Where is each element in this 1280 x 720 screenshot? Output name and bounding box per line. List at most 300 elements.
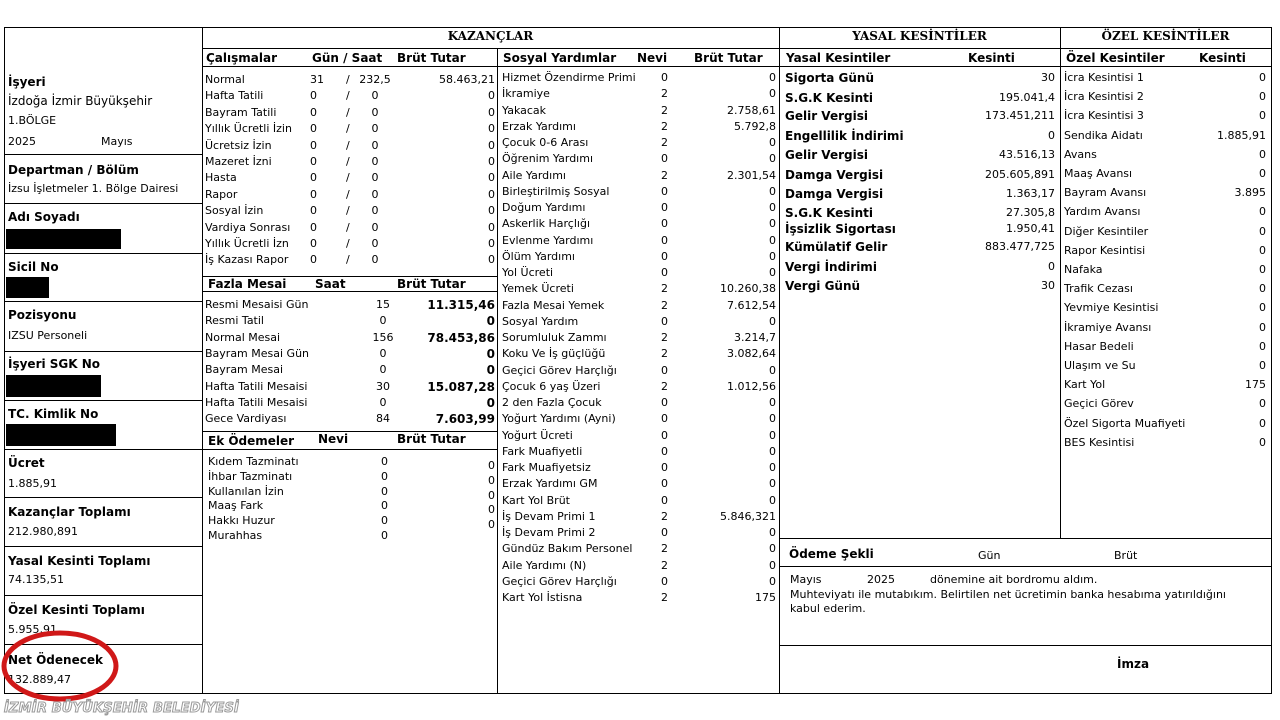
ucret-label: Ücret	[8, 456, 45, 470]
sosyal-row-name: İkramiye	[502, 87, 550, 101]
ozel-row-value: 0	[1259, 359, 1266, 372]
adsoyad-label: Adı Soyadı	[8, 210, 80, 224]
ucret-value: 1.885,91	[8, 477, 57, 490]
ozel-row-name: Geçici Görev	[1064, 397, 1134, 411]
sosyal-row-name: Aile Yardımı	[502, 168, 566, 182]
calismalar-row-gun: 0	[310, 220, 317, 234]
calismalar-row-slash: /	[346, 204, 350, 218]
sosyal-row-tutar: 5.846,321	[720, 509, 776, 523]
ozel-row-name: İcra Kesintisi 1	[1064, 71, 1144, 84]
calismalar-row-tutar: 0	[488, 155, 495, 168]
yasal-row-name: Vergi İndirimi	[785, 260, 877, 274]
odeme-line3: kabul ederim.	[790, 602, 866, 615]
pozisyon-value: IZSU Personeli	[8, 329, 88, 342]
ozel-row-name: Hasar Bedeli	[1064, 339, 1134, 353]
ek-row-name: Hakkı Huzur	[208, 514, 275, 528]
sosyal-row-tutar: 0	[769, 412, 776, 426]
sosyal-row-nevi: 0	[661, 71, 668, 84]
ozel-row-value: 0	[1259, 339, 1266, 353]
sosyal-row-name: Geçici Görev Harçlığı	[502, 363, 617, 377]
month-value: Mayıs	[101, 135, 133, 148]
header-row-divider	[202, 48, 1271, 49]
brut-tutar-header: Brüt Tutar	[397, 51, 466, 65]
sosyal-row-nevi: 2	[661, 347, 668, 361]
calismalar-row-gun: 0	[310, 138, 317, 152]
ozel-row-name: Yevmiye Kesintisi	[1064, 301, 1159, 315]
sosyal-row-name: Erzak Yardımı GM	[502, 477, 598, 491]
ek-row-nevi: 0	[381, 469, 388, 483]
ek-row-tutar: 0	[488, 473, 495, 487]
odeme-brut: Brüt	[1114, 549, 1138, 562]
fazla-row-saat: 156	[372, 330, 394, 344]
ozel-row-value: 0	[1259, 320, 1266, 334]
calismalar-row-saat: 0	[371, 253, 379, 267]
ozel-row-name: Bayram Avansı	[1064, 186, 1147, 200]
ozel-row-value: 0	[1259, 224, 1266, 238]
ek-row-tutar: 0	[488, 488, 495, 502]
ozel-row-name: Rapor Kesintisi	[1064, 243, 1146, 257]
fazla-row-saat: 30	[376, 379, 390, 393]
ozel-row-value: 0	[1259, 416, 1266, 430]
fazla-row-name: Normal Mesai	[205, 330, 281, 344]
kazanclar-header: KAZANÇLAR	[447, 29, 534, 43]
ek-row-name: Kullanılan İzin	[208, 484, 284, 498]
sosyal-row-name: Çocuk 0-6 Arası	[502, 136, 589, 149]
sgk-label: İşyeri SGK No	[8, 357, 101, 371]
sosyal-row-tutar: 0	[769, 477, 776, 491]
sosyal-row-nevi: 2	[661, 379, 668, 393]
calismalar-row-saat: 0	[371, 155, 379, 168]
sosyal-row-name: Birleştirilmiş Sosyal	[502, 184, 610, 198]
sosyal-row-nevi: 2	[661, 331, 668, 344]
calismalar-row-slash: /	[346, 171, 350, 185]
left-sep	[4, 546, 202, 547]
calismalar-row-name: İş Kazası Rapor	[205, 253, 289, 267]
sosyal-row-tutar: 2.758,61	[727, 103, 776, 117]
sosyal-row-name: Gündüz Bakım Personel	[502, 542, 633, 556]
fazla-row-name: Gece Vardiyası	[205, 412, 287, 426]
pozisyon-label: Pozisyonu	[8, 308, 77, 322]
fazla-row-name: Bayram Mesai Gün	[205, 346, 310, 360]
sosyal-row-tutar: 10.260,38	[720, 282, 776, 296]
sosyal-row-nevi: 0	[661, 493, 668, 507]
left-sep	[4, 497, 202, 498]
fazla-row-name: Hafta Tatili Mesaisi	[205, 379, 308, 393]
ek-odemeler-header: Ek Ödemeler	[208, 434, 295, 448]
ek-row-nevi: 0	[381, 514, 388, 528]
ozel-row-name: İcra Kesintisi 3	[1064, 109, 1144, 123]
fazla-row-saat: 15	[376, 298, 390, 311]
isyeri-label: İşyeri	[8, 75, 46, 89]
sosyal-row-name: Yoğurt Yardımı (Ayni)	[502, 412, 616, 426]
sosyal-row-tutar: 0	[769, 71, 776, 84]
fazla-row-tutar: 0	[486, 363, 495, 378]
calismalar-row-saat: 0	[371, 220, 379, 234]
sosyal-row-tutar: 0	[769, 461, 776, 474]
sosyal-row-nevi: 2	[661, 509, 668, 523]
calismalar-row-saat: 0	[371, 204, 379, 218]
calismalar-row-name: Vardiya Sonrası	[205, 220, 291, 234]
sosyal-row-tutar: 3.214,7	[734, 331, 776, 344]
sosyal-row-tutar: 1.012,56	[727, 379, 776, 393]
calismalar-row-tutar: 0	[488, 138, 495, 152]
yasal-row-name: Sigorta Günü	[785, 71, 874, 85]
ozel-row-value: 175	[1245, 378, 1266, 392]
sosyal-row-tutar: 0	[769, 201, 776, 214]
fazla-row-name: Resmi Mesaisi Gün	[205, 298, 309, 311]
ek-row-name: Kıdem Tazminatı	[208, 455, 299, 468]
ozel-row-value: 0	[1259, 243, 1266, 257]
ek-nevi-header: Nevi	[318, 432, 349, 446]
ozel-row-value: 0	[1259, 263, 1266, 276]
fazla-row-tutar: 11.315,46	[427, 298, 495, 312]
odeme-gun: Gün	[978, 549, 1001, 562]
sosyal-row-tutar: 0	[769, 526, 776, 539]
calismalar-row-tutar: 0	[488, 237, 495, 250]
calismalar-row-slash: /	[346, 89, 350, 103]
yasal-row-value: 205.605,891	[985, 168, 1055, 181]
ek-row-name: Maaş Fark	[208, 499, 264, 513]
yasal-row-value: 27.305,8	[1006, 206, 1055, 219]
sosyal-row-name: Fark Muafiyetsiz	[502, 461, 591, 474]
sosyal-row-tutar: 3.082,64	[727, 347, 776, 361]
calismalar-row-saat: 0	[371, 122, 379, 136]
calismalar-row-gun: 0	[310, 187, 317, 201]
year-value: 2025	[8, 135, 36, 148]
calismalar-row-slash: /	[346, 220, 350, 234]
sosyal-nevi-header: Nevi	[637, 51, 668, 65]
left-sep	[4, 154, 202, 155]
sosyal-row-nevi: 0	[661, 184, 668, 198]
fazla-row-tutar: 0	[486, 346, 495, 361]
yasal-row-name: Kümülatif Gelir	[785, 240, 888, 254]
sosyal-row-nevi: 2	[661, 87, 668, 101]
calismalar-row-gun: 0	[310, 253, 317, 267]
calismalar-row-tutar: 0	[488, 187, 495, 201]
sicil-label: Sicil No	[8, 260, 59, 274]
sosyal-row-nevi: 0	[661, 233, 668, 247]
calismalar-row-gun: 0	[310, 204, 317, 218]
calismalar-row-name: Hasta	[205, 171, 237, 185]
sosyal-row-name: Kart Yol Brüt	[502, 493, 570, 507]
sosyal-row-tutar: 0	[769, 249, 776, 263]
left-sep	[4, 203, 202, 204]
sosyal-row-nevi: 0	[661, 444, 668, 458]
ozel-row-name: Nafaka	[1064, 263, 1103, 276]
left-sep	[4, 351, 202, 352]
imza-top-divider	[779, 645, 1271, 646]
ozel-row-name: Trafik Cezası	[1064, 282, 1133, 296]
sosyal-row-name: İş Devam Primi 2	[502, 526, 596, 539]
sosyal-row-tutar: 0	[769, 217, 776, 231]
sosyal-row-nevi: 2	[661, 542, 668, 556]
kazanc-toplam-label: Kazançlar Toplamı	[8, 505, 131, 519]
divider-kazanc-yasal	[779, 27, 780, 693]
fazla-brut-header: Brüt Tutar	[397, 277, 466, 291]
imza-label: İmza	[1117, 657, 1150, 671]
calismalar-row-gun: 0	[310, 155, 317, 168]
calismalar-row-saat: 0	[371, 171, 379, 185]
ozel-row-value: 0	[1259, 167, 1266, 180]
redacted-sicil	[6, 277, 49, 298]
table-bottom-border	[4, 693, 1272, 694]
ozel-kesintiler-header: ÖZEL KESİNTİLER	[1101, 29, 1230, 43]
ek-row-tutar: 0	[488, 459, 495, 472]
ozel-row-name: Özel Sigorta Muafiyeti	[1064, 416, 1186, 430]
sosyal-row-name: Hizmet Özendirme Primi	[502, 71, 636, 84]
sosyal-row-tutar: 175	[755, 591, 776, 604]
ek-row-tutar: 0	[488, 503, 495, 517]
fazla-row-name: Resmi Tatil	[205, 314, 264, 328]
calismalar-row-slash: /	[346, 187, 350, 201]
fazla-row-tutar: 15.087,28	[427, 379, 495, 394]
calismalar-row-slash: /	[346, 105, 350, 119]
sosyal-row-name: Yakacak	[502, 103, 547, 117]
ozel-row-name: İcra Kesintisi 2	[1064, 90, 1144, 104]
sosyal-row-name: Çocuk 6 yaş Üzeri	[502, 379, 601, 393]
fazla-row-name: Bayram Mesai	[205, 363, 284, 377]
divider-calismalar-sosyal	[497, 48, 498, 693]
fazla-row-tutar: 78.453,86	[427, 330, 495, 345]
calismalar-row-tutar: 0	[488, 105, 495, 119]
yasal-row-value: 173.451,211	[985, 109, 1055, 122]
ek-row-nevi: 0	[381, 455, 388, 468]
sosyal-row-tutar: 0	[769, 558, 776, 572]
sosyal-row-nevi: 2	[661, 136, 668, 149]
fazla-row-name: Hafta Tatili Mesaisi	[205, 395, 308, 409]
yasal-kesintiler-header: YASAL KESİNTİLER	[852, 29, 987, 43]
sosyal-row-name: 2 den Fazla Çocuk	[502, 396, 602, 409]
calismalar-row-slash: /	[346, 122, 350, 136]
yasal-row-name: Damga Vergisi	[785, 187, 884, 201]
ek-row-name: Murahhas	[208, 529, 263, 542]
sosyal-row-name: Kart Yol İstisna	[502, 591, 583, 604]
odeme-line2: Muhteviyatı ile mutabıkım. Belirtilen net ücretimin banka hesabıma yatırıldığını	[790, 588, 1226, 601]
net-odenecek-value: 132.889,47	[8, 673, 71, 686]
odeme-year: 2025	[867, 573, 895, 586]
yasal-row-value: 0	[1048, 260, 1055, 273]
calismalar-row-slash: /	[346, 253, 350, 267]
ozel-row-name: Maaş Avansı	[1064, 167, 1133, 180]
ek-head-divider	[202, 449, 497, 450]
sosyal-row-nevi: 0	[661, 412, 668, 426]
subheader-row-divider	[202, 66, 1271, 67]
sosyal-row-name: Evlenme Yardımı	[502, 233, 594, 247]
ek-brut-header: Brüt Tutar	[397, 432, 466, 446]
left-sep	[4, 449, 202, 450]
divider-left-panel	[202, 27, 203, 693]
fazla-row-tutar: 7.603,99	[435, 412, 495, 427]
sosyal-row-tutar: 0	[769, 396, 776, 409]
sosyal-row-nevi: 0	[661, 363, 668, 377]
calismalar-row-saat: 0	[371, 138, 379, 152]
sosyal-row-name: Erzak Yardımı	[502, 119, 576, 133]
tc-label: TC. Kimlik No	[8, 407, 99, 421]
calismalar-row-name: Rapor	[205, 187, 238, 201]
ozel-row-value: 0	[1259, 71, 1266, 84]
sosyal-row-nevi: 0	[661, 428, 668, 442]
ozel-list-header: Özel Kesintiler	[1066, 51, 1165, 65]
yasal-kesinti-header: Kesinti	[968, 51, 1015, 65]
sosyal-row-name: İş Devam Primi 1	[502, 509, 596, 523]
sosyal-row-tutar: 0	[769, 233, 776, 247]
calismalar-row-slash: /	[346, 138, 350, 152]
yasal-row-value: 1.950,41	[1006, 222, 1055, 235]
sosyal-row-nevi: 0	[661, 461, 668, 474]
ozel-row-name: Yardım Avansı	[1064, 205, 1141, 219]
sosyal-row-nevi: 0	[661, 526, 668, 539]
odeme-sekli-label: Ödeme Şekli	[789, 547, 874, 561]
sosyal-row-tutar: 0	[769, 542, 776, 556]
sosyal-row-nevi: 2	[661, 558, 668, 572]
sosyal-row-name: Koku Ve İş güçlüğü	[502, 347, 606, 361]
yasal-row-value: 30	[1041, 71, 1055, 84]
ozel-row-name: BES Kesintisi	[1064, 435, 1135, 449]
ek-row-nevi: 0	[381, 484, 388, 498]
isyeri-value: İzdoğa İzmir Büyükşehir	[8, 94, 153, 108]
sosyal-row-tutar: 0	[769, 493, 776, 507]
gun-saat-header: Gün / Saat	[312, 51, 383, 65]
calismalar-row-slash: /	[346, 73, 350, 86]
ozel-row-value: 0	[1259, 282, 1266, 296]
fazla-row-tutar: 0	[486, 314, 495, 329]
yasal-toplam-value: 74.135,51	[8, 573, 64, 586]
calismalar-row-name: Yıllık Ücretli İzn	[205, 237, 289, 250]
redacted-tc	[6, 424, 116, 446]
sosyal-row-nevi: 0	[661, 201, 668, 214]
fazla-mesai-header: Fazla Mesai	[208, 277, 287, 291]
sosyal-row-tutar: 0	[769, 136, 776, 149]
fazla-row-tutar: 0	[486, 395, 495, 410]
departman-value: İzsu İşletmeler 1. Bölge Dairesi	[8, 182, 179, 195]
ozel-kesinti-header: Kesinti	[1199, 51, 1246, 65]
fazla-row-saat: 0	[379, 363, 387, 377]
fazla-row-saat: 84	[376, 412, 390, 426]
net-odenecek-label: Net Ödenecek	[8, 653, 103, 667]
sosyal-row-nevi: 0	[661, 249, 668, 263]
sosyal-row-name: Yemek Ücreti	[502, 282, 574, 296]
calismalar-row-name: Ücretsiz İzin	[205, 138, 272, 152]
sosyal-row-tutar: 0	[769, 444, 776, 458]
sosyal-row-nevi: 0	[661, 574, 668, 588]
yasal-row-name: İşsizlik Sigortası	[785, 222, 896, 236]
calismalar-row-tutar: 0	[488, 171, 495, 185]
sosyal-row-nevi: 0	[661, 396, 668, 409]
ozel-row-name: Sendika Aidatı	[1064, 128, 1143, 142]
fazla-saat-header: Saat	[315, 277, 346, 291]
sosyal-row-nevi: 2	[661, 103, 668, 117]
yasal-row-value: 0	[1048, 129, 1055, 142]
calismalar-row-name: Normal	[205, 73, 245, 86]
calismalar-row-tutar: 0	[488, 204, 495, 218]
ozel-toplam-label: Özel Kesinti Toplamı	[8, 603, 145, 617]
yasal-row-value: 883.477,725	[985, 240, 1055, 253]
yasal-row-name: S.G.K Kesinti	[785, 206, 873, 220]
yasal-row-value: 30	[1041, 279, 1055, 292]
sosyal-row-tutar: 2.301,54	[727, 168, 776, 182]
calismalar-row-gun: 0	[310, 105, 317, 119]
table-left-border	[4, 27, 5, 693]
yasal-row-name: Gelir Vergisi	[785, 148, 868, 162]
sosyal-row-name: Yoğurt Ücreti	[502, 428, 573, 442]
left-sep	[4, 400, 202, 401]
yasal-row-name: S.G.K Kesinti	[785, 91, 873, 105]
calismalar-row-saat: 0	[371, 187, 379, 201]
calismalar-row-saat: 0	[371, 89, 379, 103]
sosyal-row-tutar: 0	[769, 266, 776, 279]
sosyal-header: Sosyal Yardımlar	[503, 51, 617, 65]
ozel-row-name: Ulaşım ve Su	[1064, 359, 1136, 372]
sosyal-row-tutar: 0	[769, 152, 776, 166]
ozel-toplam-value: 5.955,91	[8, 623, 57, 636]
sosyal-row-nevi: 0	[661, 266, 668, 279]
redacted-name	[6, 229, 121, 249]
calismalar-row-slash: /	[346, 155, 350, 168]
ozel-row-value: 0	[1259, 90, 1266, 104]
table-right-border	[1271, 27, 1272, 693]
sosyal-row-tutar: 0	[769, 87, 776, 101]
left-sep	[4, 253, 202, 254]
calismalar-row-name: Hafta Tatili	[205, 89, 264, 103]
sosyal-row-nevi: 0	[661, 477, 668, 491]
ek-row-nevi: 0	[381, 529, 388, 542]
calismalar-row-name: Sosyal İzin	[205, 204, 264, 218]
calismalar-row-name: Yıllık Ücretli İzin	[205, 122, 292, 136]
calismalar-row-slash: /	[346, 237, 350, 250]
sosyal-row-nevi: 2	[661, 591, 668, 604]
ozel-row-name: İkramiye Avansı	[1064, 320, 1152, 334]
sosyal-row-nevi: 2	[661, 119, 668, 133]
departman-label: Departman / Bölüm	[8, 163, 139, 177]
sosyal-row-nevi: 0	[661, 314, 668, 328]
sosyal-row-tutar: 7.612,54	[727, 298, 776, 312]
sosyal-row-tutar: 0	[769, 574, 776, 588]
yasal-row-name: Damga Vergisi	[785, 168, 884, 182]
calismalar-row-gun: 0	[310, 237, 317, 250]
sosyal-row-name: Ölüm Yardımı	[502, 249, 575, 263]
sosyal-row-tutar: 0	[769, 314, 776, 328]
ozel-row-value: 0	[1259, 109, 1266, 123]
sosyal-row-nevi: 0	[661, 217, 668, 231]
sosyal-row-nevi: 2	[661, 282, 668, 296]
sosyal-row-tutar: 0	[769, 184, 776, 198]
ek-row-tutar: 0	[488, 518, 495, 532]
divider-yasal-ozel	[1060, 27, 1061, 538]
yasal-list-header: Yasal Kesintiler	[786, 51, 891, 65]
sosyal-row-name: Fark Muafiyetli	[502, 444, 583, 458]
fazla-row-saat: 0	[379, 314, 387, 328]
sosyal-row-name: Yol Ücreti	[502, 266, 554, 279]
sosyal-row-name: Öğrenim Yardımı	[502, 152, 594, 166]
ozel-row-value: 0	[1259, 397, 1266, 411]
sosyal-brut-header: Brüt Tutar	[694, 51, 763, 65]
calismalar-row-saat: 0	[371, 105, 379, 119]
left-sep	[4, 595, 202, 596]
sosyal-row-nevi: 2	[661, 168, 668, 182]
calismalar-row-tutar: 0	[488, 220, 495, 234]
fazla-row-saat: 0	[379, 346, 387, 360]
sosyal-row-name: Doğum Yardımı	[502, 201, 586, 214]
ek-row-name: İhbar Tazminatı	[208, 469, 293, 483]
yasal-row-value: 1.363,17	[1006, 187, 1055, 200]
ek-row-nevi: 0	[381, 499, 388, 513]
yasal-row-name: Engellilik İndirimi	[785, 129, 904, 143]
ozel-row-name: Avans	[1064, 147, 1097, 161]
calismalar-row-name: Mazeret İzni	[205, 155, 272, 168]
odeme-head-divider	[779, 566, 1271, 567]
calismalar-row-saat: 0	[371, 237, 379, 250]
calismalar-row-tutar: 58.463,21	[439, 73, 495, 86]
